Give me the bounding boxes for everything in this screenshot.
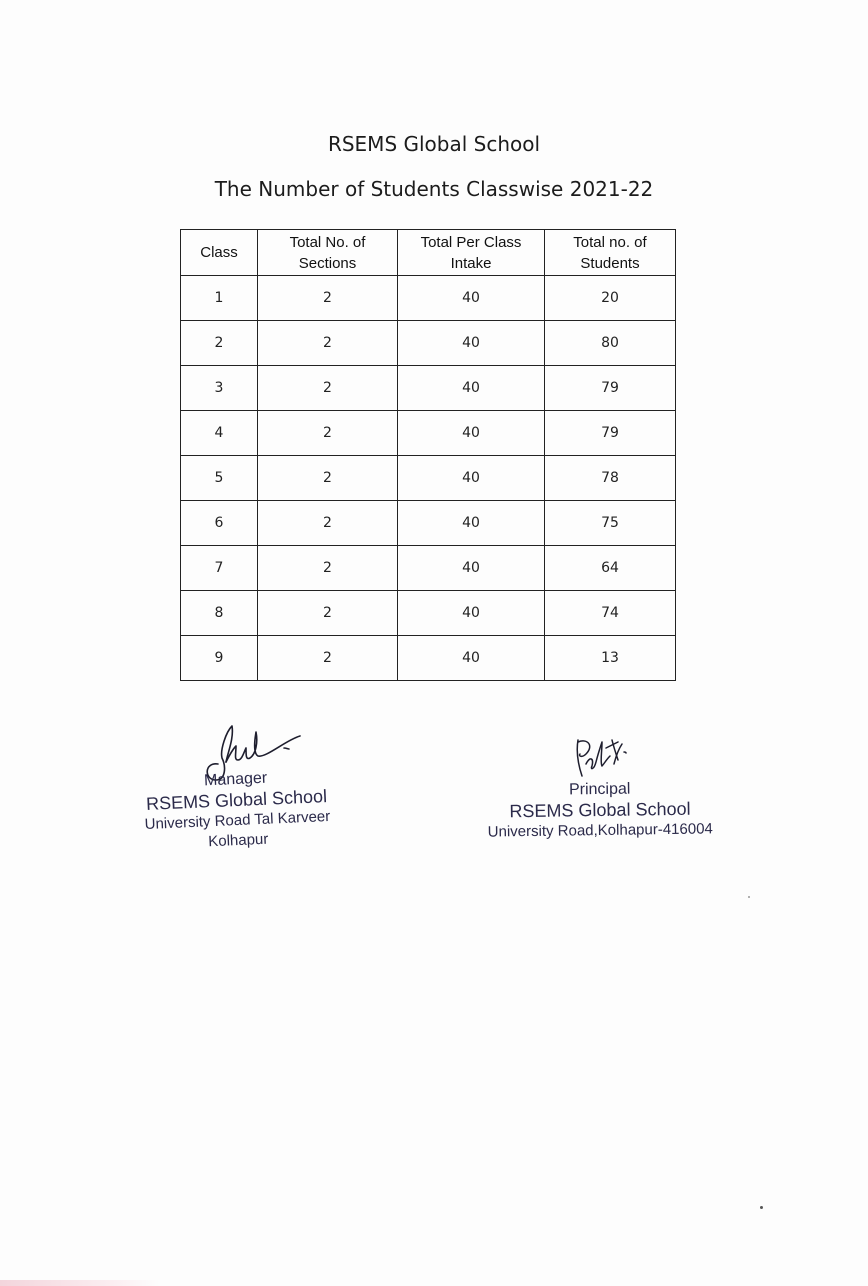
table-row (181, 321, 676, 366)
cell-class: 8 (181, 591, 258, 636)
cell-students: 79 (545, 411, 676, 456)
table-row (181, 366, 676, 411)
manager-stamp (116, 765, 357, 856)
document-subtitle: The Number of Students Classwise 2021-22 (214, 177, 654, 201)
cell-intake: 40 (398, 321, 545, 366)
manager-address-line2: Kolhapur (207, 830, 269, 851)
cell-sections: 2 (258, 546, 398, 591)
header-class: Class (181, 230, 258, 276)
manager-address-line1: University Road Tal Karveer (144, 807, 331, 834)
cell-class: 2 (181, 321, 258, 366)
cell-intake: 40 (398, 501, 545, 546)
table-row (181, 501, 676, 546)
principal-role: Principal (568, 780, 631, 799)
cell-class: 9 (181, 636, 258, 681)
students-classwise-table (180, 229, 676, 681)
scan-edge-strip (0, 1280, 160, 1286)
table-row (181, 636, 676, 681)
scan-speck (760, 1206, 763, 1209)
cell-students: 13 (545, 636, 676, 681)
principal-signature (570, 734, 630, 786)
cell-students: 79 (545, 366, 676, 411)
principal-address-line1: University Road,Kolhapur-416004 (487, 820, 713, 841)
cell-sections: 2 (258, 411, 398, 456)
table-row (181, 546, 676, 591)
cell-intake: 40 (398, 276, 545, 321)
cell-students: 78 (545, 456, 676, 501)
cell-students: 74 (545, 591, 676, 636)
school-title: RSEMS Global School (327, 132, 541, 156)
cell-intake: 40 (398, 636, 545, 681)
table-header-row (181, 230, 676, 276)
table-row (181, 456, 676, 501)
header-intake: Total Per Class Intake (398, 230, 545, 276)
cell-sections: 2 (258, 321, 398, 366)
cell-sections: 2 (258, 501, 398, 546)
cell-sections: 2 (258, 276, 398, 321)
cell-intake: 40 (398, 591, 545, 636)
header-sections: Total No. of Sections (258, 230, 398, 276)
manager-school-name: RSEMS Global School (145, 786, 328, 814)
cell-class: 1 (181, 276, 258, 321)
cell-intake: 40 (398, 546, 545, 591)
cell-students: 80 (545, 321, 676, 366)
cell-class: 6 (181, 501, 258, 546)
cell-intake: 40 (398, 456, 545, 501)
cell-students: 64 (545, 546, 676, 591)
cell-intake: 40 (398, 411, 545, 456)
header-students: Total no. of Students (545, 230, 676, 276)
cell-sections: 2 (258, 591, 398, 636)
cell-sections: 2 (258, 366, 398, 411)
cell-sections: 2 (258, 636, 398, 681)
manager-role: Manager (203, 769, 268, 790)
cell-students: 75 (545, 501, 676, 546)
table-row (181, 591, 676, 636)
scan-speck (748, 896, 750, 898)
cell-class: 7 (181, 546, 258, 591)
cell-class: 3 (181, 366, 258, 411)
cell-sections: 2 (258, 456, 398, 501)
table-row (181, 411, 676, 456)
cell-class: 4 (181, 411, 258, 456)
cell-intake: 40 (398, 366, 545, 411)
cell-students: 20 (545, 276, 676, 321)
table-row (181, 276, 676, 321)
principal-stamp (482, 778, 719, 842)
principal-school-name: RSEMS Global School (509, 798, 691, 822)
cell-class: 5 (181, 456, 258, 501)
